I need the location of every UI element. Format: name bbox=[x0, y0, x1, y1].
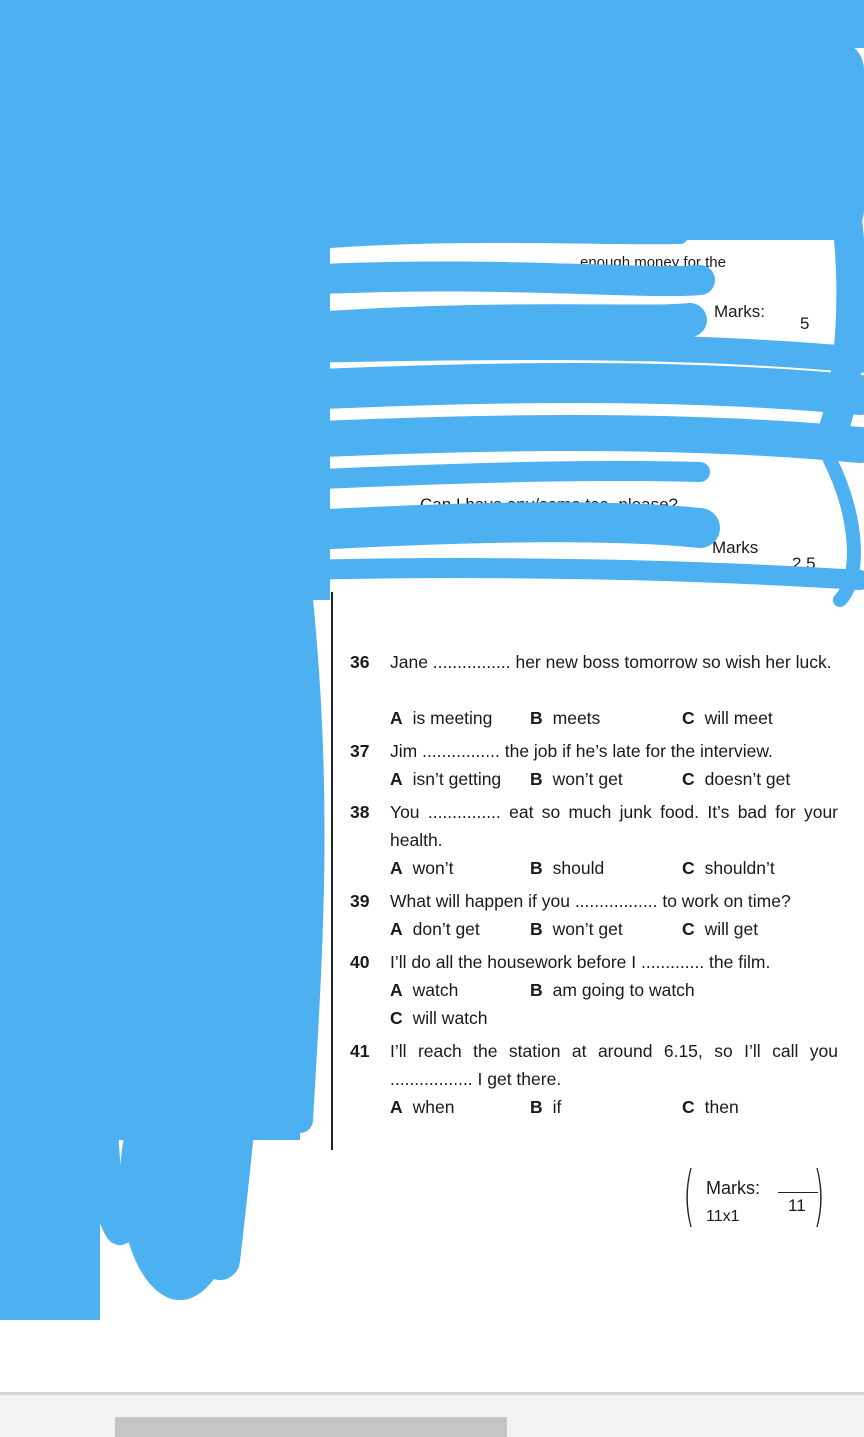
fragment-money: enough money for the bbox=[580, 254, 726, 271]
question-number: 41 bbox=[350, 1041, 370, 1061]
marks-total: 11 bbox=[788, 1196, 806, 1215]
question-text: I’ll reach the station at around 6.15, so I’ll call you ................. I get there. bbox=[390, 1041, 838, 1089]
question-text: Jane ................ her new boss tomorrow so wish her luck. bbox=[390, 652, 832, 672]
option-c[interactable]: C will meet bbox=[682, 708, 773, 728]
fragment-marks-top: Marks: bbox=[714, 302, 765, 321]
options-row bbox=[390, 704, 838, 732]
question-text: What will happen if you ................. to work on time? bbox=[390, 891, 791, 911]
question-number: 40 bbox=[350, 952, 370, 972]
bottom-toolbar-band bbox=[0, 1392, 864, 1437]
question-text: Jim ................ the job if he’s late for the interview. bbox=[390, 741, 773, 761]
option-a[interactable]: A isn’t getting bbox=[390, 769, 502, 789]
options-row bbox=[390, 915, 838, 943]
option-b[interactable]: B won’t get bbox=[530, 769, 623, 789]
fragment-marks-mid: Marks bbox=[712, 538, 759, 557]
question-text: You ............... eat so much junk food. It’s bad for your health. bbox=[390, 802, 838, 850]
column-divider bbox=[331, 592, 333, 1150]
option-c[interactable]: C will get bbox=[682, 919, 759, 939]
fragment-tea-line: Can I have any/some tea, please? bbox=[420, 495, 678, 514]
question-number: 37 bbox=[350, 741, 370, 761]
option-b[interactable]: B if bbox=[530, 1097, 562, 1117]
bottom-gray-bar bbox=[115, 1417, 507, 1437]
left-parenthesis: ( bbox=[683, 1157, 695, 1234]
option-c[interactable]: C shouldn’t bbox=[682, 858, 775, 878]
fragment-marks-mid-value: 2.5 bbox=[792, 554, 816, 573]
fragment-marks-top-value: 5 bbox=[800, 314, 810, 333]
marks-label: Marks: bbox=[706, 1178, 760, 1198]
option-c[interactable]: C then bbox=[682, 1097, 739, 1117]
marks-box bbox=[683, 1157, 826, 1238]
question-number: 36 bbox=[350, 652, 370, 672]
options-row bbox=[390, 976, 838, 1004]
option-c[interactable]: C doesn’t get bbox=[682, 769, 791, 789]
question-text: I’ll do all the housework before I ............. the film. bbox=[390, 952, 771, 972]
option-b[interactable]: B am going to watch bbox=[530, 980, 695, 1000]
question-number: 38 bbox=[350, 802, 370, 822]
option-a[interactable]: A when bbox=[390, 1097, 455, 1117]
marks-fraction-line bbox=[778, 1192, 818, 1193]
fragment-marks-mid-formula: 0.5 bbox=[734, 566, 758, 585]
option-b[interactable]: B meets bbox=[530, 708, 601, 728]
question-number: 39 bbox=[350, 891, 370, 911]
option-a[interactable]: A watch bbox=[390, 980, 459, 1000]
option-a[interactable]: A won’t bbox=[390, 858, 454, 878]
option-b[interactable]: B should bbox=[530, 858, 605, 878]
options-row bbox=[390, 765, 838, 793]
right-parenthesis: ) bbox=[813, 1157, 825, 1234]
option-c[interactable]: C will watch bbox=[390, 1008, 488, 1028]
options-row-2 bbox=[390, 1004, 838, 1032]
option-a[interactable]: A don’t get bbox=[390, 919, 480, 939]
options-row bbox=[390, 1093, 838, 1121]
option-a[interactable]: A is meeting bbox=[390, 708, 493, 728]
marks-formula: 11x1 bbox=[706, 1208, 740, 1225]
options-row bbox=[390, 854, 838, 882]
option-b[interactable]: B won’t get bbox=[530, 919, 623, 939]
